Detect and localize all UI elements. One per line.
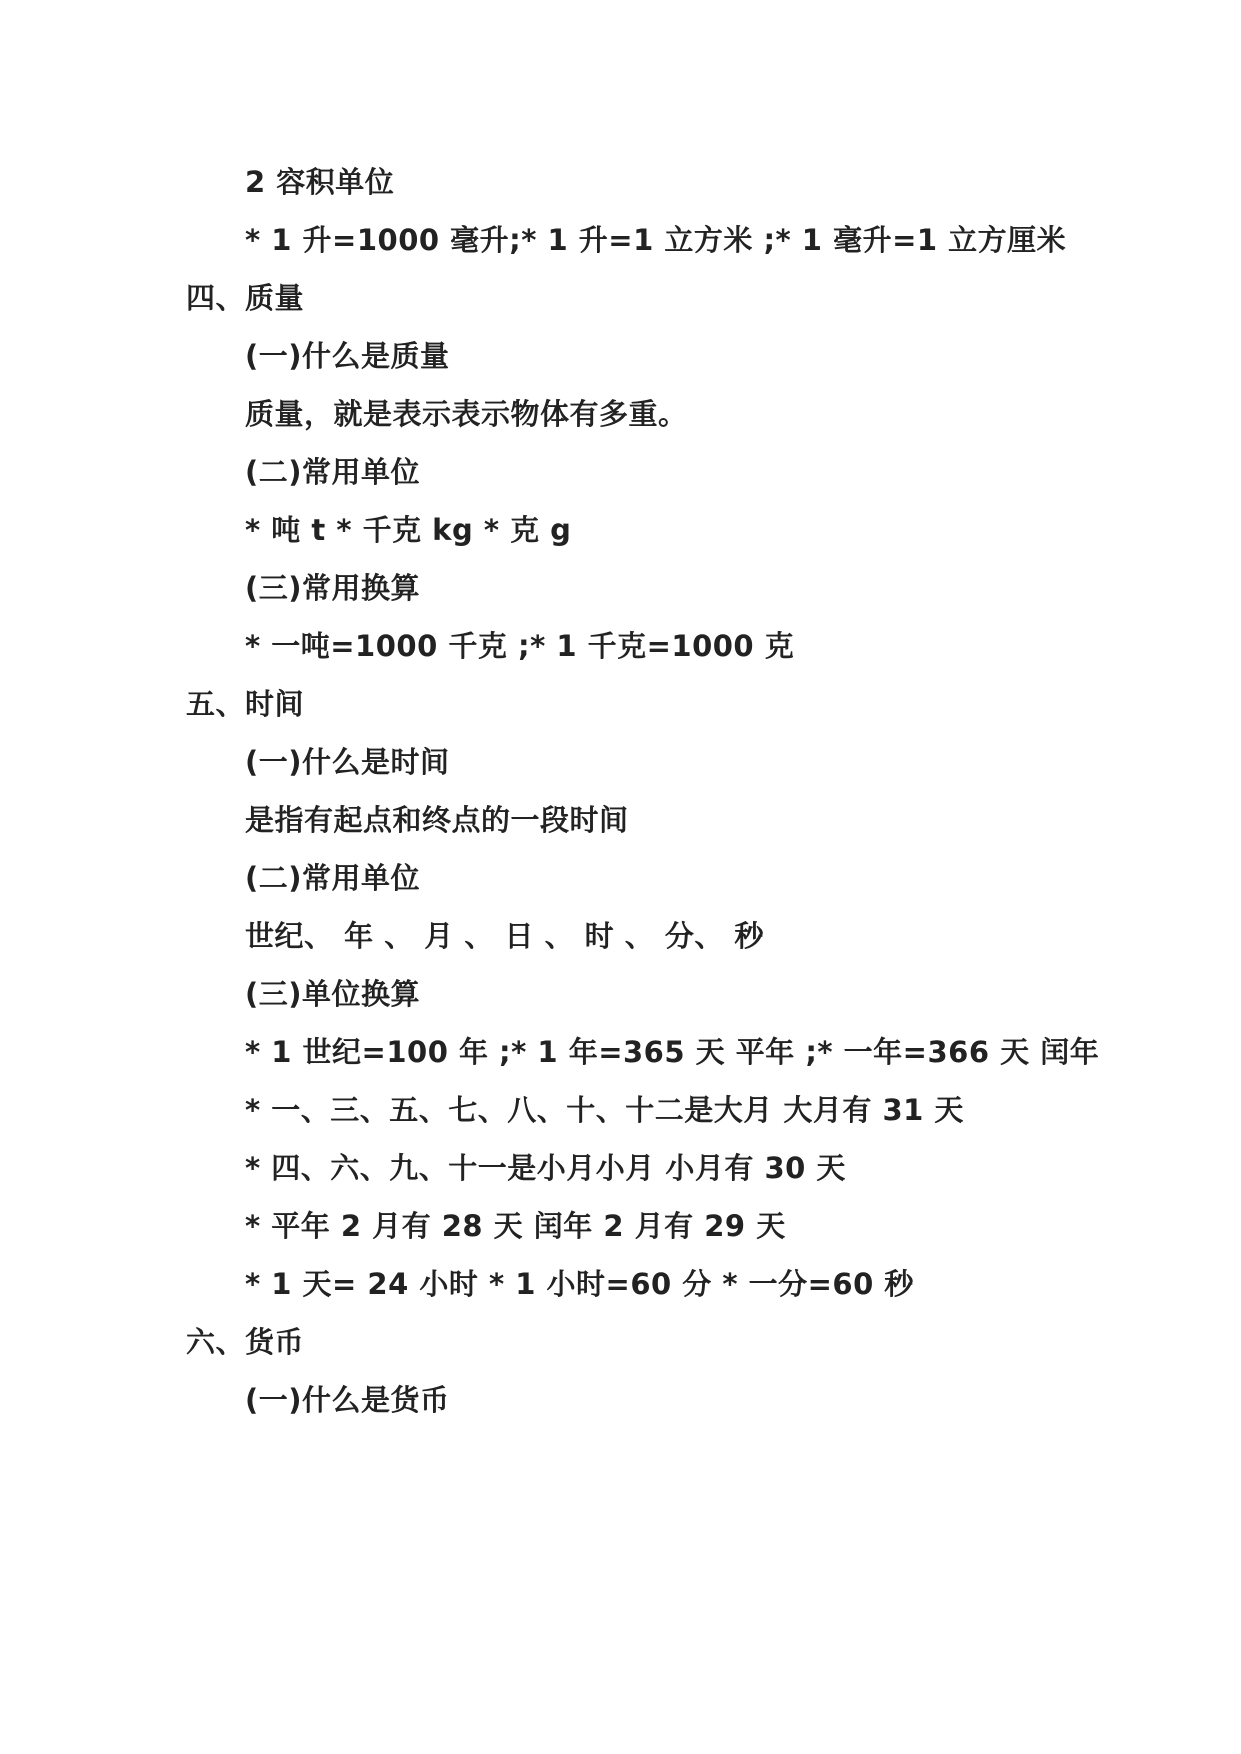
- subheading-mass-conversion: (三)常用换算: [245, 571, 421, 605]
- subheading-time-conversion: (三)单位换算: [245, 977, 421, 1011]
- subheading-what-is-mass: (一)什么是质量: [245, 339, 450, 373]
- text-line-time-units: 世纪、 年 、 月 、 日 、 时 、 分、 秒: [245, 919, 764, 953]
- subheading-time-units: (二)常用单位: [245, 861, 421, 895]
- text-line-day-hour-minute: * 1 天= 24 小时 * 1 小时=60 分 * 一分=60 秒: [245, 1267, 914, 1301]
- subheading-what-is-time: (一)什么是时间: [245, 745, 450, 779]
- text-line-volume-conversions: * 1 升=1000 毫升;* 1 升=1 立方米 ;* 1 毫升=1 立方厘米: [245, 223, 1067, 257]
- text-line-volume-unit-heading: 2 容积单位: [245, 165, 395, 199]
- text-line-century-year-conversion: * 1 世纪=100 年 ;* 1 年=365 天 平年 ;* 一年=366 天 闰年: [245, 1035, 1100, 1069]
- text-line-long-months: * 一、三、五、七、八、十、十二是大月 大月有 31 天: [245, 1093, 964, 1127]
- text-line-short-months: * 四、六、九、十一是小月小月 小月有 30 天: [245, 1151, 846, 1185]
- subheading-mass-units: (二)常用单位: [245, 455, 421, 489]
- section-heading-mass: 四、质量: [186, 281, 305, 315]
- text-line-mass-conversions: * 一吨=1000 千克 ;* 1 千克=1000 克: [245, 629, 795, 663]
- text-line-time-definition: 是指有起点和终点的一段时间: [245, 803, 629, 837]
- subheading-what-is-currency: (一)什么是货币: [245, 1383, 450, 1417]
- text-line-mass-definition: 质量，就是表示表示物体有多重。: [245, 397, 688, 431]
- section-heading-time: 五、时间: [186, 687, 305, 721]
- text-line-mass-units: * 吨 t * 千克 kg * 克 g: [245, 513, 572, 547]
- text-line-february-days: * 平年 2 月有 28 天 闰年 2 月有 29 天: [245, 1209, 786, 1243]
- section-heading-currency: 六、货币: [186, 1325, 305, 1359]
